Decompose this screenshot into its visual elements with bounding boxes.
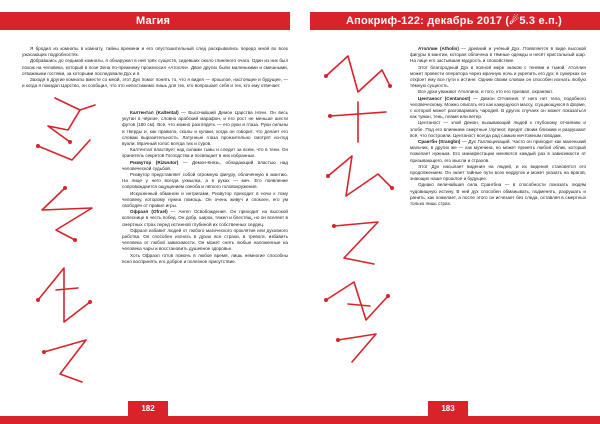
entry-text: — Дух Галлюцинаций. Часто он приходит как маленький мальчик, в других же — как мужчина, но может принять любой облик, который пожелает нужным. Его манифестации меняются каждый раз в зависимости от призывающего, его мысли и страхов. [410, 139, 586, 163]
entry-text: — древний и учёный Дух. Появляется в виде высокой фигуры в мантии, которая облачена в тёмные одежды и несёт кристальный шар. На лице его застывшая мудрость и спокойствие. [410, 46, 587, 64]
entry [122, 253, 288, 265]
sigil-2 [328, 102, 386, 142]
entry-name: Калтентал (Kaltental) [130, 110, 179, 115]
entry-text: Все духи уважают Атоллина, и того, кто его призвал, охраняют. [418, 89, 554, 95]
entry-text: Центаност — злой Демон, вызывающий людей к глубокому отчаянию и злобе. Под его влиянием смертные глупеют, вредят своим близким и разрушают всё, что построили. Центаност всегда рад самым ничтожным поводам. [410, 120, 586, 138]
left-header-bar [0, 12, 290, 30]
entry [410, 139, 586, 164]
sigil-6 [336, 334, 376, 362]
entry [122, 209, 288, 228]
left-intro [22, 46, 288, 89]
entry [122, 172, 288, 191]
entry-name: Офраэл (Ofrael) [130, 209, 168, 215]
right-header-title: Апокриф-122: декабрь 2017 (☄5.3 е.п.) [346, 15, 563, 27]
entry-text: — Ангел Освобождения. Он приходит на высокой колеснице в честь побед. Он добр, широк, тяжел и блестящ, но он вселяет в смертных страх перед истинной глубиной их собственных сердец. [122, 209, 288, 227]
entry-text: Искушенный обманом и интригами, Ризвутор приходит в ночи к тому человеку, которому нужна помощь. Он очень живуч и спокоен, его ум свободен от правил игры. [122, 190, 288, 209]
entry [410, 65, 586, 90]
entry-text: — Высочайший Демон Царства Ночи. Он весь укутан в чёрное, словно арабский марафон, и его рост не меньше шести футов (180 см). Всё, что можно разглядеть — его руки и глаза. Руки сильны и тверды и, как правило, скалы и кулаки, когда он говорит, что делает его словам выразительность. Латунные глаза пронзительно смотрят из-под вуали. Мрачный голос всегда тих и суров. [122, 110, 288, 147]
entry-text: Этот Дух насылает видения на людей, и их видения становятся его продолжением. Он знает тайные пути всех недругов и может указать на врагов, знающих наше прошлое и будущее. [410, 163, 586, 182]
entry [122, 147, 288, 159]
right-header-bar [310, 12, 600, 30]
entry [122, 191, 288, 210]
left-header-title: Магия [136, 15, 171, 27]
entry [122, 228, 288, 253]
right-entries [410, 46, 586, 207]
entry-text: Ризвутор представляет собой огромную фигуру, облачённую в мантию. На лице у него всегда ухмылка, а в руках — меч. Его появление сопровождается ощущением озноба и лёгкого головокружения. [122, 172, 288, 190]
entry [410, 182, 586, 207]
intro-paragraph: Добравшись до седьмой комнаты, я обнаружил в ней трёх существ, сидевших около глиняного очага. Один из них был похож на человека, который в позе Зена по-прежнему произносил «Атолли». Двое других были маленькими и смешными, отважными гостями, за которыми последовали Дух и я. [22, 58, 288, 76]
sigil-centanost [326, 156, 394, 196]
entry-name: Ризвутор (Rizwutor) [130, 159, 179, 165]
entry-text: — Демон Отчаяния. У него нет тела, подобного человеческому. Можно описать его как кажущуюся массу, сгущающуюся в форме, с которой может разговаривать чародей. В других случаях он может показаться как туман, тень, пламя или ветер. [410, 95, 586, 120]
left-footer-bar [0, 416, 300, 424]
sigil-srangbn [324, 282, 390, 320]
sigil-kaltental [36, 98, 95, 160]
right-page-number: 183 [428, 401, 468, 416]
sigil-4 [332, 222, 378, 264]
left-sigils [20, 90, 120, 390]
entry-text: Хоть Офраэл готов помочь в любое время, лишь немногие способны ясно воспринять его доброе и полезное присутствие. [122, 252, 288, 264]
entry [410, 164, 586, 183]
entry [410, 96, 586, 121]
sigil-extra [42, 340, 86, 382]
entry-text: Этот благородный Дух в полной мере знаком с тенями и тьмой. Атоллин может провести оператора через мрачную ночь и укрепить его дух; в сумерках он откроет ему все пути к истине. Одним своим словом он способен изгнать любую тёмную сущность. [410, 64, 586, 89]
sigil-ofrael [36, 268, 92, 322]
right-sigils [308, 46, 408, 366]
entry-name: Центаност (Centanost) [418, 95, 471, 101]
entry-text: Однако величайшая сила Срангбна — в способности показать людям чудовищную истину. В ней дух способен обманывать, подменять, разрушать и ранить, как пожелает, а после этого он исчезает без следа, оставляя в смертных только лишь страх. [410, 182, 586, 207]
right-page [300, 0, 600, 424]
entry [122, 160, 288, 172]
left-page-number: 182 [128, 401, 168, 416]
sigil-rizwutor [42, 186, 92, 242]
right-footer-bar [300, 416, 600, 424]
entry [410, 120, 586, 139]
entry-name: Атоллин (Atholin) [418, 46, 459, 51]
entry [410, 46, 586, 65]
intro-paragraph: Заходя в другие комнаты вместе со мной, этот Дух помог понять то, что я видел — прошлое, настоящее и будущее, — и когда я покидал Царство, он сообщил, что это непостижимо лишь для тех, кто вопрошает себя и тех, кто ему отвечает. [22, 77, 288, 89]
entry-text: — Демон-Князь, обладающий властью над человеческой судьбой. [122, 159, 288, 171]
entry [122, 110, 288, 147]
entry-text: Офраэл избавит людей от любого магического проклятия или духовного рабства. Он способен изгнать в духах все страхи, в тревоги, избавить человека от любой зависимости. Он может снять любые наложенные на человека чары и восстановить душевное здоровье. [122, 227, 288, 252]
left-entries [122, 110, 288, 265]
sigil-atholin [324, 56, 392, 92]
entry-text: Калтентал властвует над силами тьмы и следит за всем, что в тени. Он хранитель секретов Господства и посвящает в них избранных. [122, 147, 288, 159]
intro-paragraph: Я бродил из комнаты в комнату, тайны времени и его опустошительный след раскрывались передо мной во всех ужасающих подробностях. [22, 46, 288, 58]
entry-name: Срангбн (Srangbn) [418, 139, 461, 145]
